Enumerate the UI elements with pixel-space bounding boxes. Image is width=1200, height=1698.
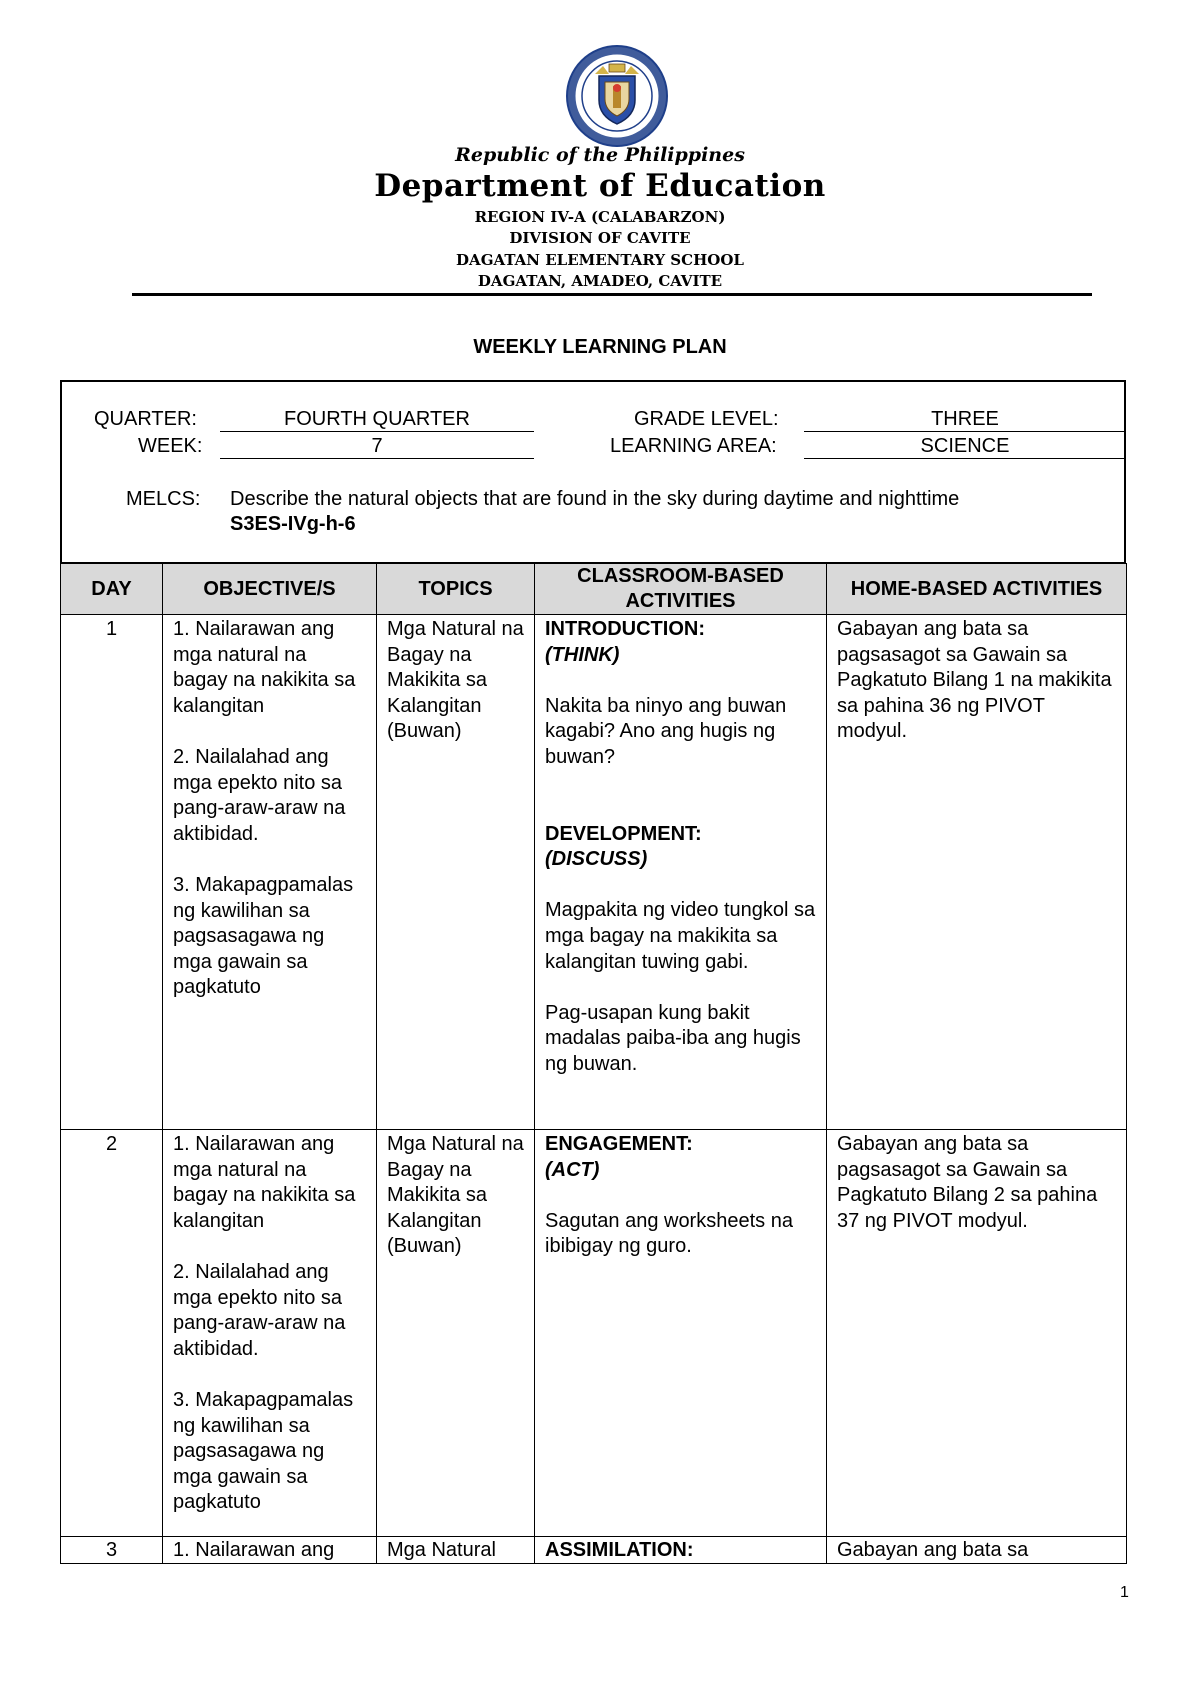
learning-area-label: LEARNING AREA: (610, 435, 777, 457)
table-header-row (61, 564, 1127, 615)
column-header-classroom-activities: CLASSROOM-BASED ACTIVITIES (535, 564, 827, 615)
objective-item: 2. Nailalahad ang mga epekto nito sa pang-araw-araw na aktibidad. (173, 745, 346, 845)
classroom-activities-cell: ASSIMILATION: (535, 1537, 827, 1564)
plan-info-box (60, 380, 1126, 564)
topic-cell: Mga Natural na Bagay na Makikita sa Kalangitan (Buwan) (377, 615, 535, 1130)
grade-level-label: GRADE LEVEL: (634, 408, 779, 430)
activity-subheading: (ACT) (545, 1158, 600, 1181)
melcs-code: S3ES-IVg-h-6 (230, 513, 356, 535)
quarter-label: QUARTER: (94, 408, 197, 430)
grade-level-value: THREE (804, 408, 1126, 432)
objectives-cell: 1. Nailarawan ang (163, 1537, 377, 1564)
day-cell: 2 (61, 1130, 163, 1537)
objective-item: 1. Nailarawan ang mga natural na bagay na nakikita sa kalangitan (173, 1133, 356, 1232)
topic-cell: Mga Natural na Bagay na Makikita sa Kalangitan (Buwan) (377, 1130, 535, 1537)
table-row (61, 1537, 1127, 1564)
week-label: WEEK: (138, 435, 203, 457)
deped-seal-icon (565, 44, 669, 148)
topic-cell: Mga Natural (377, 1537, 535, 1564)
home-activities-cell: Gabayan ang bata sa pagsasagot sa Gawain sa Pagkatuto Bilang 2 sa pahina 37 ng PIVOT modyul. (827, 1130, 1127, 1537)
school-name: DAGATAN ELEMENTARY SCHOOL (456, 251, 744, 269)
weekly-plan-table (60, 563, 1127, 1564)
objectives-cell (163, 615, 377, 1130)
table-row (61, 1130, 1127, 1537)
objective-item: 1. Nailarawan ang mga natural na bagay na nakikita sa kalangitan (173, 618, 356, 717)
objective-item: 3. Makapagpamalas ng kawilihan sa pagsasagawa ng mga gawain sa pagkatuto (173, 873, 354, 999)
melcs-text: Describe the natural objects that are found in the sky during daytime and nighttime (230, 488, 960, 510)
region-line: REGION IV-A (CALABARZON) (474, 208, 726, 226)
objective-item: 3. Makapagpamalas ng kawilihan sa pagsasagawa ng mga gawain sa pagkatuto (173, 1388, 354, 1514)
activity-text: Sagutan ang worksheets na ibibigay ng guro. (545, 1209, 793, 1258)
table-row (61, 615, 1127, 1130)
home-activities-cell: Gabayan ang bata sa pagsasagot sa Gawain sa Pagkatuto Bilang 1 na makikita sa pahina 36 ng PIVOT modyul. (827, 615, 1127, 1130)
division-line: DIVISION OF CAVITE (509, 229, 691, 247)
day-cell: 1 (61, 615, 163, 1130)
column-header-home-activities: HOME-BASED ACTIVITIES (827, 564, 1127, 615)
school-address: DAGATAN, AMADEO, CAVITE (477, 272, 723, 290)
activity-text: Pag-usapan kung bakit madalas paiba-iba ang hugis ng buwan. (545, 1001, 801, 1075)
column-header-objectives: OBJECTIVE/S (163, 564, 377, 615)
classroom-activities-cell (535, 1130, 827, 1537)
melcs-label: MELCS: (126, 488, 201, 510)
column-header-topics: TOPICS (377, 564, 535, 615)
day-cell: 3 (61, 1537, 163, 1564)
activity-text: Magpakita ng video tungkol sa mga bagay na makikita sa kalangitan tuwing gabi. (545, 899, 816, 973)
header-divider (132, 293, 1092, 296)
activity-subheading: (THINK) (545, 643, 620, 666)
activity-text: Nakita ba ninyo ang buwan kagabi? Ano ang hugis ng buwan? (545, 694, 787, 768)
objectives-cell (163, 1130, 377, 1537)
learning-area-value: SCIENCE (804, 435, 1126, 459)
republic-line: Republic of the Philippines (455, 144, 745, 166)
activity-heading: INTRODUCTION: (545, 618, 705, 640)
department-name: Department of Education (374, 168, 826, 204)
week-value: 7 (220, 435, 534, 459)
page-number: 1 (1120, 1584, 1129, 1601)
activity-heading: DEVELOPMENT: (545, 822, 702, 845)
classroom-activities-cell (535, 615, 827, 1130)
column-header-day: DAY (61, 564, 163, 615)
home-activities-cell: Gabayan ang bata sa (827, 1537, 1127, 1564)
objective-item: 2. Nailalahad ang mga epekto nito sa pang-araw-araw na aktibidad. (173, 1260, 346, 1360)
page-title: WEEKLY LEARNING PLAN (473, 336, 727, 358)
quarter-value: FOURTH QUARTER (220, 408, 534, 432)
activity-subheading: (DISCUSS) (545, 848, 648, 871)
activity-heading: ENGAGEMENT: (545, 1133, 693, 1155)
